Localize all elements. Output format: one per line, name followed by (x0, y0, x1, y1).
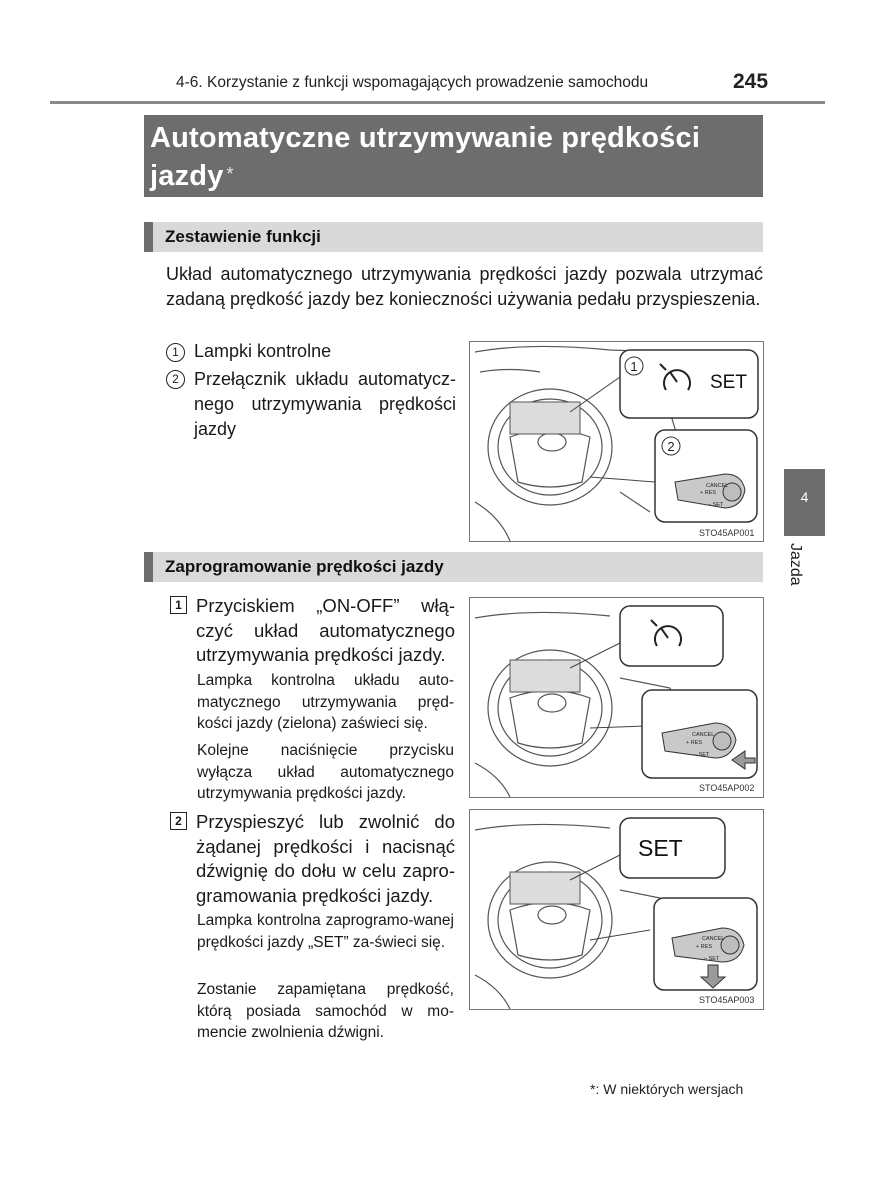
set-indicator-label: SET (638, 835, 683, 861)
set-indicator-label: SET (710, 372, 747, 393)
intro-paragraph: Układ automatycznego utrzymywania prędkości jazdy pozwala utrzymać zadaną prędkość jazdy bez konieczności używania pedału przyspieszenia. (166, 264, 763, 309)
lever-res-label: + RES (686, 740, 703, 746)
chapter-tab (784, 469, 825, 536)
step-note: Lampka kontrolna zaprogramo-wanej prędkości jazdy „SET” za-świeci się. (197, 912, 454, 951)
footnote: *: W niektórych wersjach (590, 1081, 744, 1097)
list-item (166, 339, 331, 364)
chapter-number: 4 (800, 489, 809, 505)
page-number: 245 (733, 70, 769, 93)
step-number-box: 1 (170, 596, 187, 614)
lever-res-label: + RES (696, 944, 713, 950)
lever-set-label: – SET (704, 956, 720, 962)
page-title (150, 119, 760, 195)
dashboard-illustration (470, 598, 763, 797)
step-text: Przyspieszyć lub zwolnić do żądanej prędkości i nacisnąć dźwignię do dołu w celu zapro-gramowania prędkości jazdy. (196, 811, 455, 906)
circled-number: 1 (166, 343, 185, 362)
figure-overview (469, 341, 764, 542)
header-rule (50, 101, 825, 104)
step-note: Kolejne naciśnięcie przycisku wyłącza układ automatycznego utrzymywania prędkości jazdy. (197, 742, 454, 802)
lever-res-label: + RES (700, 490, 717, 496)
section-heading-text: Zaprogramowanie prędkości jazdy (165, 557, 444, 576)
circled-number: 2 (166, 370, 185, 389)
lever-cancel-label: CANCEL (702, 936, 725, 942)
callout-1-label: 1 (630, 359, 638, 374)
step-1 (170, 594, 455, 668)
lever-cancel-label: CANCEL (706, 483, 729, 489)
step-note: Lampka kontrolna układu auto-matycznego utrzymywania pręd-kości jazdy (zielona) zaświeci się. (197, 672, 454, 732)
dashboard-illustration (470, 810, 763, 1009)
figure-code: STO45AP003 (699, 995, 755, 1005)
figure-code: STO45AP002 (699, 783, 755, 793)
list-item (166, 367, 456, 442)
running-header: 4-6. Korzystanie z funkcji wspomagających prowadzenie samochodu (176, 74, 649, 91)
lever-set-label: – SET (694, 752, 710, 758)
title-asterisk: * (226, 164, 234, 184)
figure-step-1 (469, 597, 764, 798)
section-heading-programming (144, 552, 763, 582)
figure-code: STO45AP001 (699, 528, 755, 538)
step-number-box: 2 (170, 812, 187, 830)
section-heading-overview (144, 222, 763, 252)
figure-step-2 (469, 809, 764, 1010)
section-heading-text: Zestawienie funkcji (165, 227, 321, 246)
chapter-label-text: Jazda (787, 543, 804, 586)
list-item-label: Lampki kontrolne (194, 341, 332, 361)
lever-set-label: – SET (708, 502, 724, 508)
dashboard-illustration (470, 342, 763, 541)
step-note: Zostanie zapamiętana prędkość, którą posiada samochód w mo-mencie zwolnienia dźwigni. (197, 981, 454, 1041)
page-title-line2: jazdy (150, 160, 224, 192)
step-text: Przyciskiem „ON-OFF” włą-czyć układ automatycznego utrzymywania prędkości jazdy. (196, 595, 455, 665)
list-item-label: Przełącznik układu automatycz-nego utrzymywania prędkości jazdy (194, 369, 456, 439)
step-2 (170, 810, 455, 908)
callout-2-label: 2 (667, 439, 675, 454)
chapter-label (782, 543, 812, 603)
lever-cancel-label: CANCEL (692, 732, 715, 738)
page-title-line1: Automatyczne utrzymywanie prędkości (150, 122, 701, 154)
